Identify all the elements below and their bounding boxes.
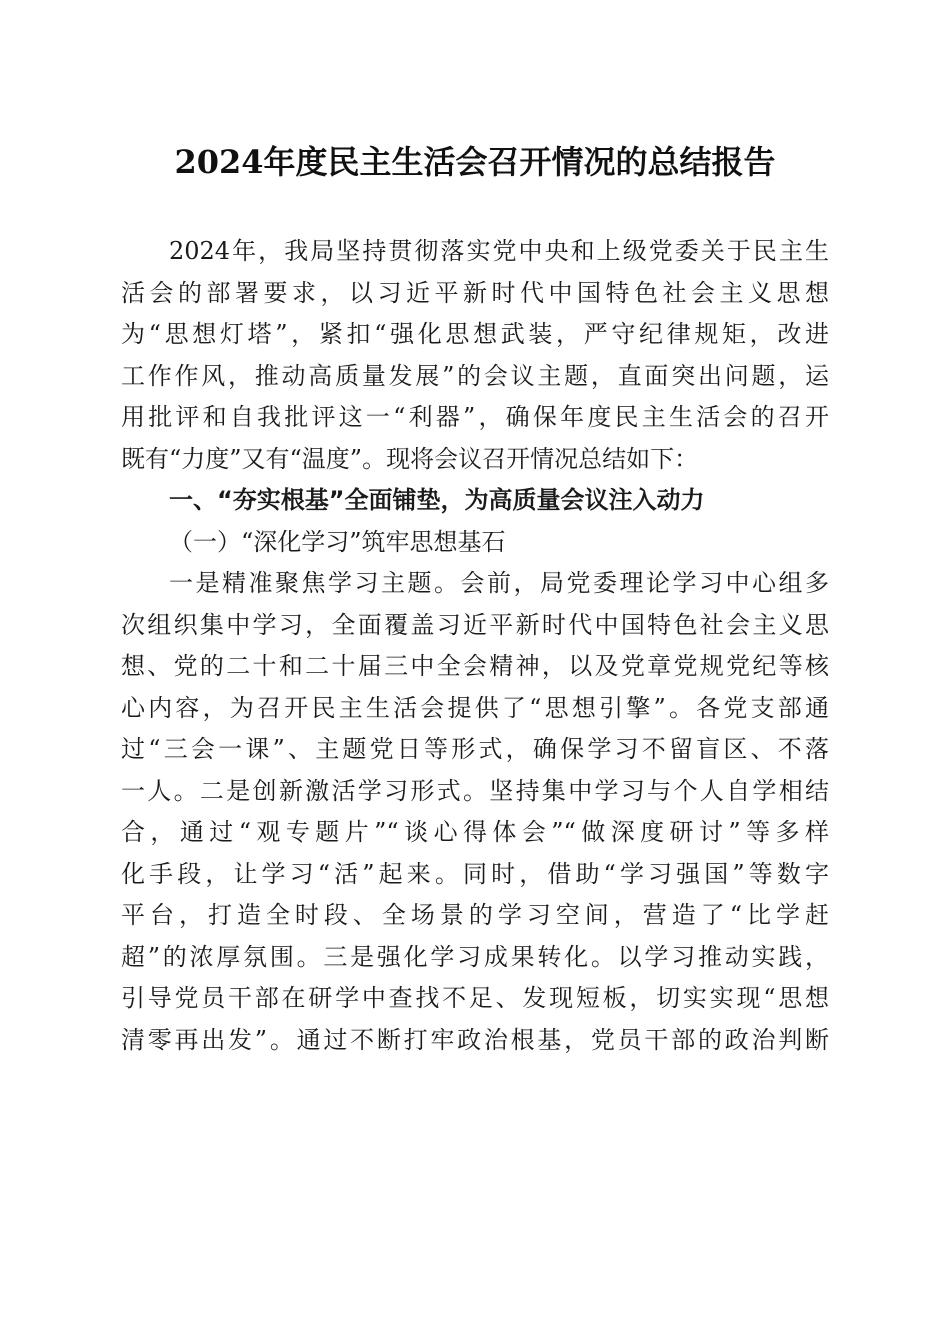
paragraph-line: 活会的部署要求，以习近平新时代中国特色社会主义思想 bbox=[121, 278, 829, 307]
paragraph-line: 过“三会一课”、主题党日等形式，确保学习不留盲区、不落 bbox=[121, 735, 829, 763]
document-body bbox=[121, 231, 829, 1061]
document-title: 2024年度民主生活会召开情况的总结报告 bbox=[174, 143, 776, 181]
paragraph-line: 2024年，我局坚持贯彻落实党中央和上级党委关于民主生 bbox=[169, 237, 829, 265]
paragraph-line: 一人。二是创新激活学习形式。坚持集中学习与个人自学相结 bbox=[121, 776, 829, 805]
paragraph-line: 清零再出发”。通过不断打牢政治根基，党员干部的政治判断 bbox=[121, 1025, 829, 1054]
paragraph-line: 引导党员干部在研学中查找不足、发现短板，切实实现“思想 bbox=[121, 984, 829, 1012]
section-heading: 一、“夯实根基”全面铺垫，为高质量会议注入动力 bbox=[169, 486, 705, 514]
paragraph-line: 次组织集中学习，全面覆盖习近平新时代中国特色社会主义思 bbox=[121, 610, 829, 639]
paragraph-line: 一是精准聚焦学习主题。会前，局党委理论学习中心组多 bbox=[169, 569, 829, 597]
paragraph-line: 超”的浓厚氛围。三是强化学习成果转化。以学习推动实践， bbox=[121, 942, 829, 971]
subsection-heading: （一）“深化学习”筑牢思想基石 bbox=[169, 527, 506, 556]
paragraph-line: 化手段，让学习“活”起来。同时，借助“学习强国”等数字 bbox=[121, 859, 829, 888]
paragraph-line: 为“思想灯塔”，紧扣“强化思想武装，严守纪律规矩，改进 bbox=[121, 320, 829, 348]
paragraph-line: 想、党的二十和二十届三中全会精神，以及党章党规党纪等核 bbox=[121, 652, 829, 680]
paragraph-line: 合，通过“观专题片”“谈心得体会”“做深度研讨”等多样 bbox=[121, 818, 829, 846]
paragraph-line: 心内容，为召开民主生活会提供了“思想引擎”。各党支部通 bbox=[121, 693, 829, 722]
paragraph-line: 平台，打造全时段、全场景的学习空间，营造了“比学赶 bbox=[121, 901, 829, 929]
paragraph-line: 用批评和自我批评这一“利器”，确保年度民主生活会的召开 bbox=[121, 403, 829, 431]
paragraph-line: 工作作风，推动高质量发展”的会议主题，直面突出问题，运 bbox=[121, 361, 829, 390]
paragraph-line: 既有“力度”又有“温度”。现将会议召开情况总结如下： bbox=[121, 444, 699, 473]
